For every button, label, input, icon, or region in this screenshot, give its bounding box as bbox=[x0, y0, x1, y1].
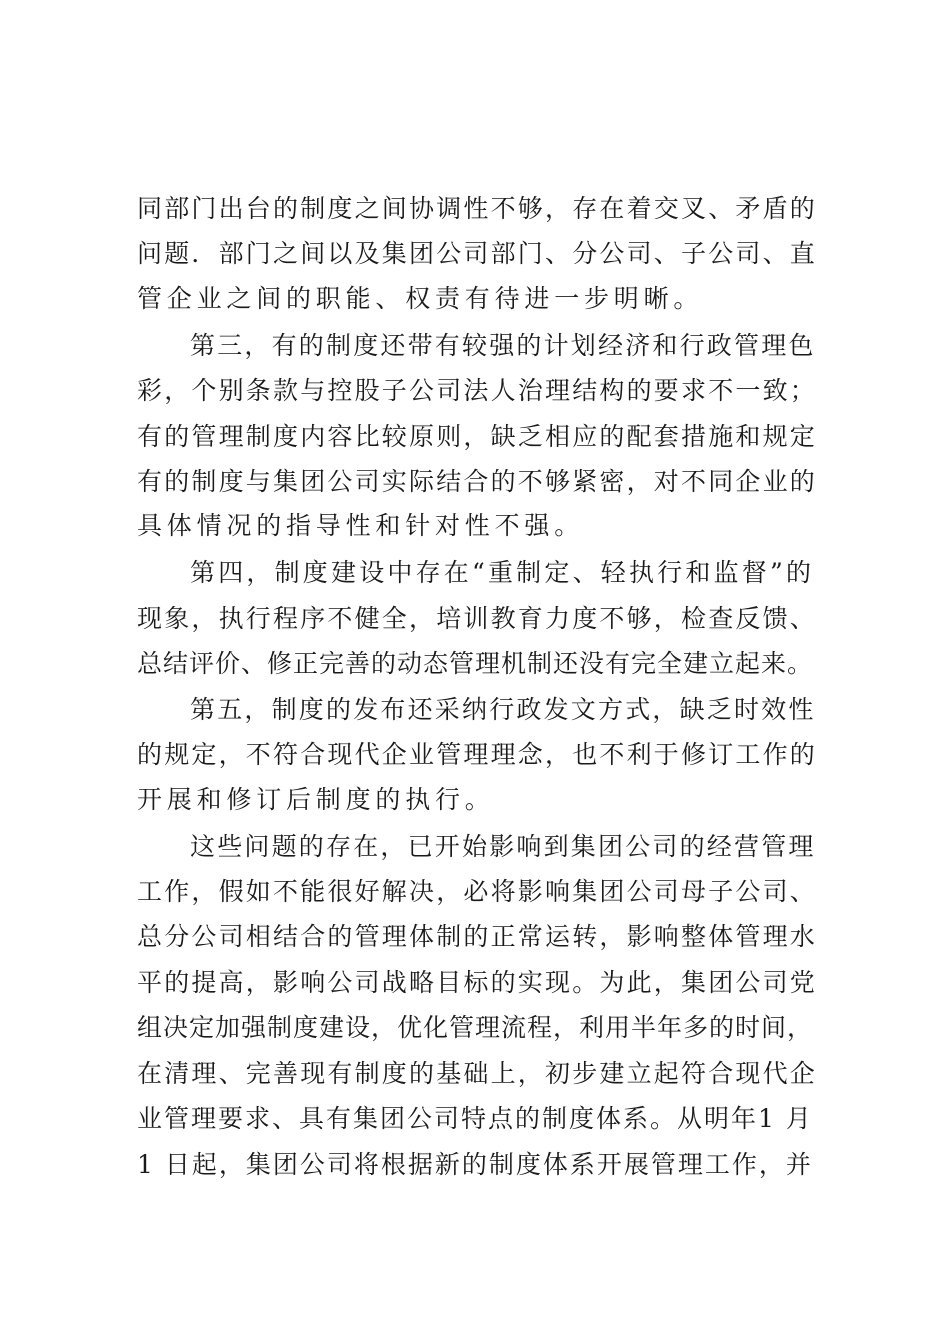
text-line: 问题．部门之间以及集团公司部门、分公司、子公司、直 bbox=[137, 239, 818, 268]
text-line: 现象，执行程序不健全，培训教育力度不够，检查反馈、 bbox=[137, 604, 818, 633]
text-line: 在清理、完善现有制度的基础上，初步建立起符合现代企 bbox=[137, 1059, 818, 1088]
paragraph-first-line: 第三，有的制度还带有较强的计划经济和行政管理色 bbox=[190, 331, 816, 360]
text-line: 工作，假如不能很好解决，必将影响集团公司母子公司、 bbox=[137, 877, 818, 906]
text-line: 有的管理制度内容比较原则，缺乏相应的配套措施和规定 bbox=[137, 422, 818, 451]
text-line: 平的提高，影响公司战略目标的实现。为此，集团公司党 bbox=[137, 968, 818, 997]
text-line: 的规定，不符合现代企业管理理念，也不利于修订工作的 bbox=[137, 740, 818, 769]
text-line: 1 日起，集团公司将根据新的制度体系开展管理工作，并 bbox=[137, 1150, 813, 1179]
text-line: 总分公司相结合的管理体制的正常运转，影响整体管理水 bbox=[137, 922, 818, 951]
text-line: 管企业之间的职能、权责有待进一步明晰。 bbox=[137, 284, 704, 313]
text-line: 同部门出台的制度之间协调性不够，存在着交叉、矛盾的 bbox=[137, 194, 818, 223]
text-line: 彩，个别条款与控股子公司法人治理结构的要求不一致； bbox=[137, 376, 818, 405]
text-line: 具体情况的指导性和针对性不强。 bbox=[137, 511, 585, 540]
text-line: 业管理要求、具有集团公司特点的制度体系。从明年1 月 bbox=[137, 1104, 813, 1133]
text-line: 开展和修订后制度的执行。 bbox=[137, 785, 495, 814]
text-line: 有的制度与集团公司实际结合的不够紧密，对不同企业的 bbox=[137, 467, 818, 496]
paragraph-first-line: 第五，制度的发布还采纳行政发文方式，缺乏时效性 bbox=[190, 695, 816, 724]
text-line: 总结评价、修正完善的动态管理机制还没有完全建立起来。 bbox=[137, 649, 814, 678]
text-line: 组决定加强制度建设，优化管理流程，利用半年多的时间， bbox=[137, 1013, 814, 1042]
paragraph-first-line: 这些问题的存在，已开始影响到集团公司的经营管理 bbox=[190, 832, 816, 861]
paragraph-first-line: 第四，制度建设中存在“重制定、轻执行和监督”的 bbox=[190, 558, 815, 587]
